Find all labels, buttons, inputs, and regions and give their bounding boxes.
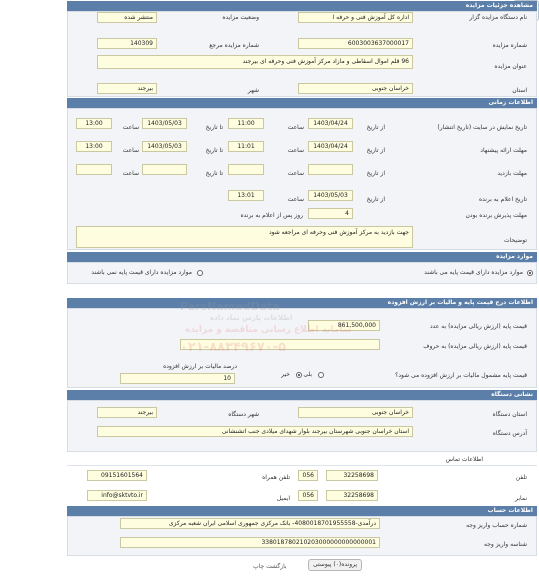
publish-from-time-label: ساعت	[287, 124, 304, 131]
section-header-details: مشاهده جزئیات مزایده	[67, 1, 537, 11]
winner-time-label: ساعت	[287, 196, 304, 203]
fax-label: نمابر	[515, 495, 527, 502]
publish-from-date: 1403/04/24	[308, 118, 353, 129]
accept-label: مهلت پذیرش برنده بودن	[465, 212, 527, 219]
winner-date: 1403/05/03	[308, 190, 353, 201]
watermark-fa2: سامانه اطلاع رسانی مناقصه و مزایده	[185, 325, 352, 335]
section-header-timing: اطلاعات زمانی	[67, 98, 537, 108]
attachments-button[interactable]: پرونده(۰) پیوستی	[308, 559, 362, 571]
desc-label: توضیحات	[503, 237, 527, 244]
accept-unit: روز پس از اعلام به برنده	[240, 212, 303, 219]
print-back-link[interactable]: بازگشت چاپ	[253, 563, 287, 570]
section-header-account: اطلاعات حساب	[67, 506, 537, 516]
org-value: اداره کل آموزش فنی و حرفه ا	[298, 12, 413, 23]
publish-from-label: از تاریخ	[366, 124, 385, 131]
desc-value: جهت بازدید به مرکز آموزش فنی وحرفه ای مراجعه شود	[76, 226, 413, 248]
offer-to-time-label: ساعت	[122, 147, 139, 154]
visit-from-time-label: ساعت	[287, 170, 304, 177]
fax-code: 056	[298, 490, 318, 501]
contact-separator	[67, 465, 537, 466]
acc-label: شماره حساب واریز وجه	[466, 522, 527, 529]
status-value: منتشر شده	[97, 12, 157, 23]
title-label: عنوان مزایده	[494, 63, 527, 70]
vat-no-label: خیر	[281, 371, 290, 378]
offer-to-time: 13:00	[76, 141, 112, 152]
vat-yes-label: بلی	[303, 371, 312, 378]
visit-to-date	[142, 164, 187, 175]
email-value: info@sktvto.ir	[87, 490, 147, 501]
loc-province-value: خراسان جنوبی	[298, 407, 413, 418]
publish-to-time: 13:00	[76, 118, 112, 129]
vat-pct-value: 10	[120, 373, 235, 384]
org-label: نام دستگاه مزایده گزار	[469, 14, 527, 21]
offer-to-date: 1403/05/03	[142, 141, 187, 152]
phone-code: 056	[298, 470, 318, 481]
offer-label: مهلت ارائه پیشنهاد	[480, 147, 527, 154]
without-price-label: موارد مزایده دارای قیمت پایه نمی باشند	[91, 269, 192, 276]
visit-from-date	[308, 164, 353, 175]
ref-value: 140309	[97, 38, 157, 49]
loc-address-value: استان خراسان جنوبی شهرستان بیرجند بلوار شهدای میلادی جنب اتشنشانی	[97, 426, 413, 437]
loc-city-label: شهر دستگاه	[228, 411, 259, 418]
section-header-contact: اطلاعات تماس	[445, 456, 483, 463]
id-value: 338018780210203000000000000001	[120, 537, 380, 548]
words-value	[180, 339, 380, 350]
section-header-items: موارد مزایده	[67, 252, 537, 262]
email-label: ایمیل	[276, 495, 290, 502]
accept-value: 4	[308, 208, 353, 219]
offer-from-label: از تاریخ	[366, 147, 385, 154]
visit-from-time	[228, 164, 264, 175]
province-label: استان	[512, 87, 527, 94]
base-label: قیمت پایه (ارزش ریالی مزایده) به عدد	[429, 323, 527, 330]
offer-to-label: تا تاریخ	[205, 147, 223, 154]
offer-from-time: 11:01	[228, 141, 264, 152]
with-price-label: موارد مزایده دارای قیمت پایه می باشند	[424, 269, 523, 276]
visit-to-time	[76, 164, 112, 175]
loc-city-value: بیرجند	[97, 407, 157, 418]
publish-to-date: 1403/05/03	[142, 118, 187, 129]
radio-with-price[interactable]	[527, 270, 533, 276]
watermark-site: ParsNamadData	[180, 300, 280, 313]
loc-province-label: استان دستگاه	[492, 411, 527, 418]
watermark-fa: اطلاعات پارس نماد داده	[210, 314, 293, 322]
vat-pct-label: درصد مالیات بر ارزش افزوده	[163, 363, 237, 370]
vat-question: قیمت پایه مشمول مالیات بر ارزش افزوده می شود؟	[395, 372, 527, 379]
visit-label: مهلت بازدید	[497, 170, 527, 177]
offer-from-time-label: ساعت	[287, 147, 304, 154]
winner-time: 13:01	[228, 190, 264, 201]
radio-vat-yes[interactable]	[318, 372, 324, 378]
fax-value: 32258698	[326, 490, 378, 501]
title-value: 96 قلم اموال اسقاطی و مازاد مرکز آموزش فنی وحرفه ای بیرجند	[97, 55, 413, 69]
loc-address-label: آدرس دستگاه	[492, 430, 527, 437]
section-header-price: اطلاعات درج قیمت پایه و مالیات بر ارزش افزوده	[67, 298, 537, 308]
section-header-location: نشانی دستگاه	[67, 390, 537, 400]
winner-label: تاریخ اعلام به برنده	[478, 196, 527, 203]
city-label: شهر	[247, 87, 259, 94]
ref-label: شماره مزایده مرجع	[209, 42, 259, 49]
id-label: شناسه واریز وجه	[484, 541, 527, 548]
visit-to-time-label: ساعت	[122, 170, 139, 177]
number-label: شماره مزایده	[492, 42, 527, 49]
number-value: 6003003637000017	[298, 38, 413, 49]
offer-from-date: 1403/04/24	[308, 141, 353, 152]
publish-label: تاریخ نمایش در سایت (تاریخ انتشار)	[437, 124, 527, 131]
winner-from-label: از تاریخ	[366, 196, 385, 203]
phone-label: تلفن	[515, 474, 527, 481]
phone-value: 32258698	[326, 470, 378, 481]
radio-vat-no[interactable]	[296, 372, 302, 378]
publish-from-time: 11:00	[228, 118, 264, 129]
publish-to-label: تا تاریخ	[205, 124, 223, 131]
base-value: 861,500,000	[308, 320, 380, 331]
city-value: بیرجند	[97, 83, 157, 94]
visit-from-label: از تاریخ	[366, 170, 385, 177]
radio-without-price[interactable]	[197, 270, 203, 276]
visit-to-label: تا تاریخ	[205, 170, 223, 177]
publish-to-time-label: ساعت	[122, 124, 139, 131]
mobile-label: تلفن همراه	[262, 474, 290, 481]
watermark-phone: ۰۲۱-۸۸۳۴۹۶۷۰-۵	[180, 340, 287, 355]
mobile-value: 09151601564	[87, 470, 147, 481]
words-label: قیمت پایه (ارزش ریالی مزایده) به حروف	[423, 343, 527, 350]
acc-value: درآمدی-4080018701955558- بانک مرکزی جمهوری اسلامی ایران شعبه مرکزی	[120, 518, 380, 529]
status-label: وضعیت مزایده	[222, 14, 259, 21]
province-value: خراسان جنوبی	[298, 83, 413, 94]
